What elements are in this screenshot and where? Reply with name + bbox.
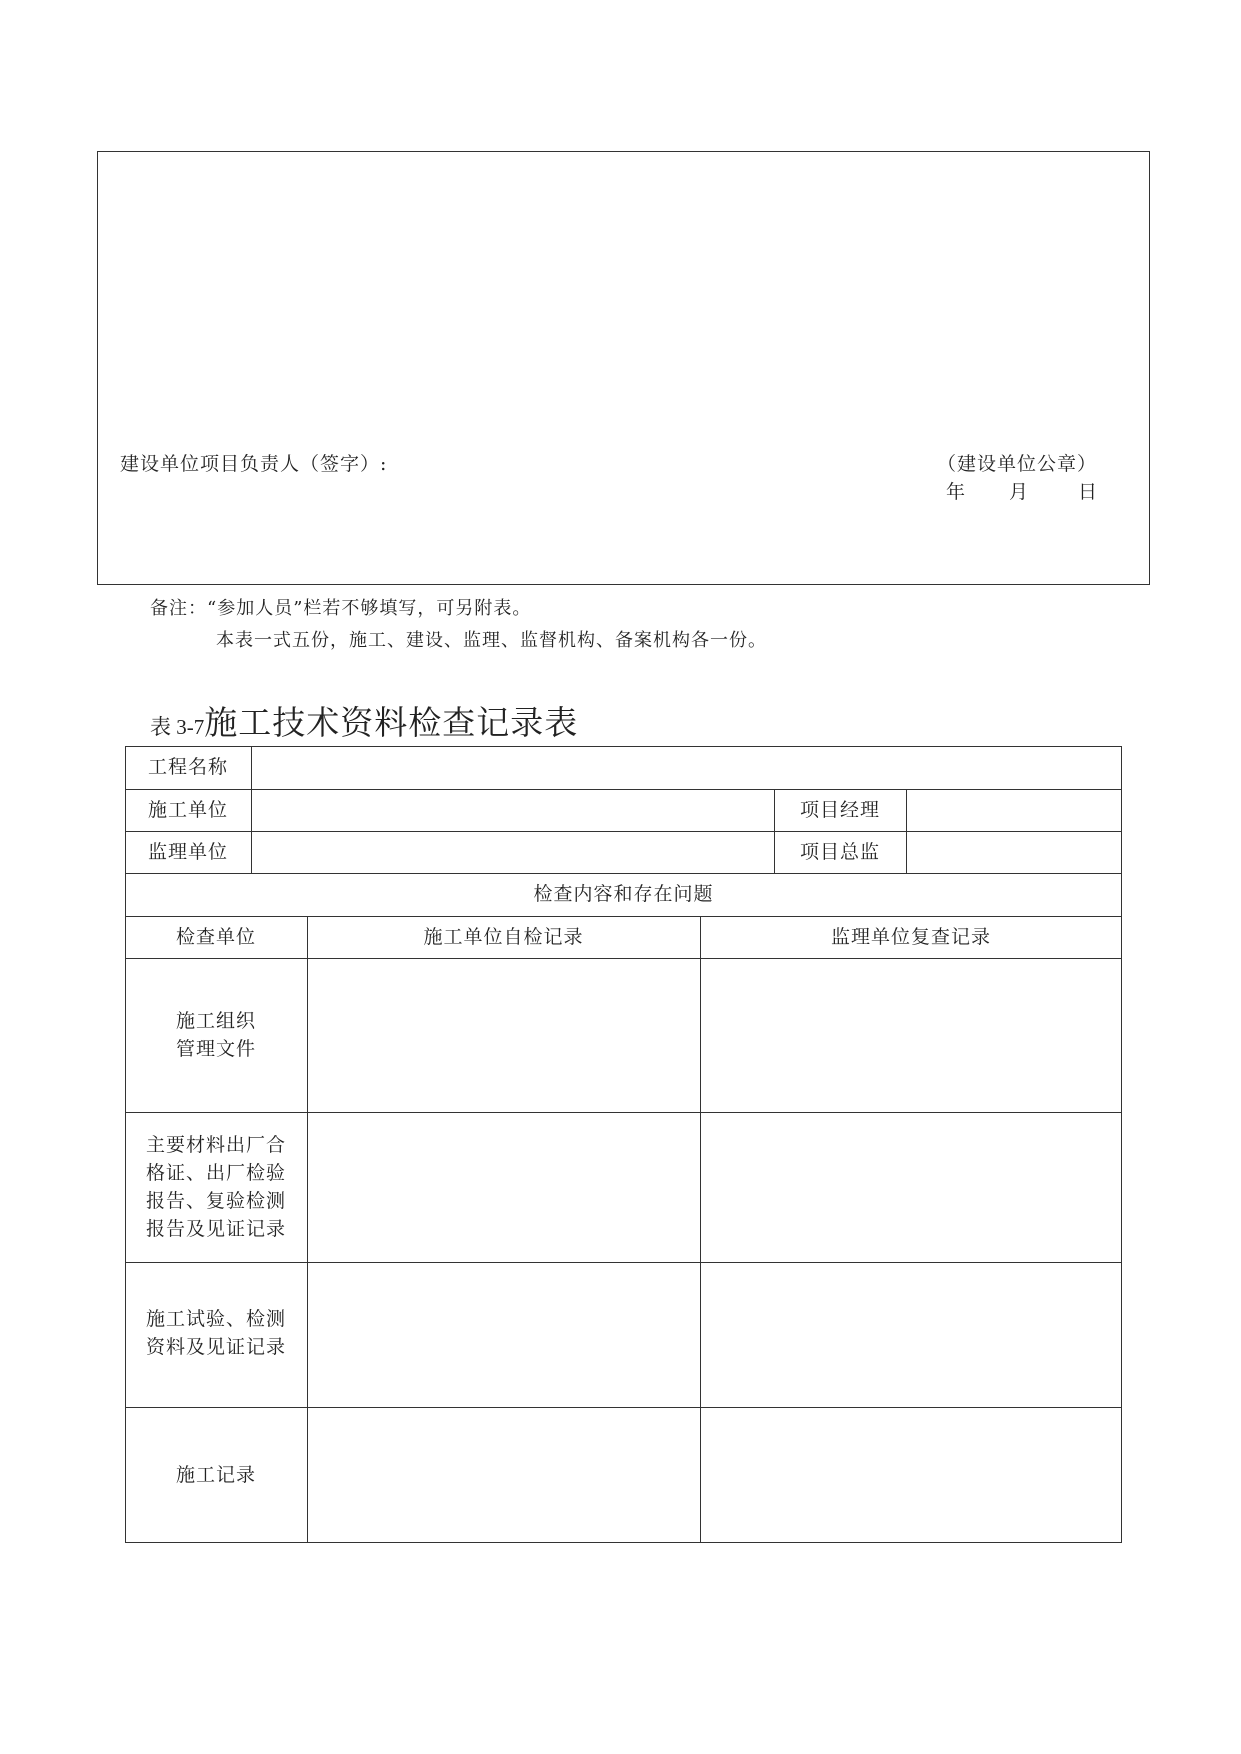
project-name-field[interactable] bbox=[252, 747, 1120, 788]
row-label-line: 报告、复验检测 bbox=[145, 1190, 286, 1212]
row-label-line: 施工组织 bbox=[175, 1010, 256, 1032]
label-project-manager: 项目经理 bbox=[799, 799, 880, 821]
date-line bbox=[946, 477, 1096, 503]
date-day: 日 bbox=[1078, 481, 1098, 503]
date-year: 年 bbox=[946, 481, 966, 503]
signer-label: 建设单位项目负责人（签字）: bbox=[120, 453, 388, 475]
row-label-tests bbox=[125, 1305, 307, 1361]
note-line-2: 本表一式五份，施工、建设、监理、监督机构、备案机构各一份。 bbox=[216, 630, 767, 651]
row-label-line: 施工试验、检测 bbox=[145, 1308, 286, 1330]
signature-box bbox=[97, 151, 1150, 585]
section-header: 检查内容和存在问题 bbox=[533, 883, 714, 905]
row-label-construction-organization bbox=[125, 1007, 307, 1063]
row-label-line: 管理文件 bbox=[175, 1038, 256, 1060]
column-header-self-check: 施工单位自检记录 bbox=[423, 926, 584, 948]
table-name: 施工技术资料检查记录表 bbox=[204, 703, 579, 742]
table-title bbox=[150, 697, 578, 744]
hline bbox=[125, 1407, 1122, 1408]
hline bbox=[125, 958, 1122, 959]
row-label-line: 资料及见证记录 bbox=[145, 1336, 286, 1358]
column-header-inspection-unit: 检查单位 bbox=[175, 926, 256, 948]
note-line-1: 备注：“参加人员”栏若不够填写，可另附表。 bbox=[150, 598, 532, 619]
vline bbox=[307, 916, 308, 1543]
row-label-line: 报告及见证记录 bbox=[145, 1218, 286, 1240]
label-project-name: 工程名称 bbox=[147, 756, 228, 778]
date-month: 月 bbox=[1009, 481, 1029, 503]
row-label-materials bbox=[125, 1131, 307, 1243]
label-supervision-unit: 监理单位 bbox=[147, 841, 228, 863]
supervision-unit-field[interactable] bbox=[252, 832, 773, 872]
vline bbox=[700, 916, 701, 1543]
seal-label: （建设单位公章） bbox=[937, 453, 1098, 475]
hline bbox=[125, 1112, 1122, 1113]
label-construction-unit: 施工单位 bbox=[147, 799, 228, 821]
row-label-line: 格证、出厂检验 bbox=[145, 1162, 286, 1184]
label-chief-supervisor: 项目总监 bbox=[799, 841, 880, 863]
hline bbox=[125, 1262, 1122, 1263]
row-label-construction-records bbox=[125, 1461, 307, 1489]
project-manager-field[interactable] bbox=[907, 790, 1120, 830]
construction-unit-field[interactable] bbox=[252, 790, 773, 830]
hline bbox=[125, 873, 1122, 874]
hline bbox=[125, 916, 1122, 917]
row-label-line: 主要材料出厂合 bbox=[145, 1134, 286, 1156]
table-number: 表 3-7 bbox=[150, 715, 205, 739]
chief-supervisor-field[interactable] bbox=[907, 832, 1120, 872]
row-label-line: 施工记录 bbox=[175, 1464, 256, 1486]
column-header-supervision-review: 监理单位复查记录 bbox=[830, 926, 991, 948]
